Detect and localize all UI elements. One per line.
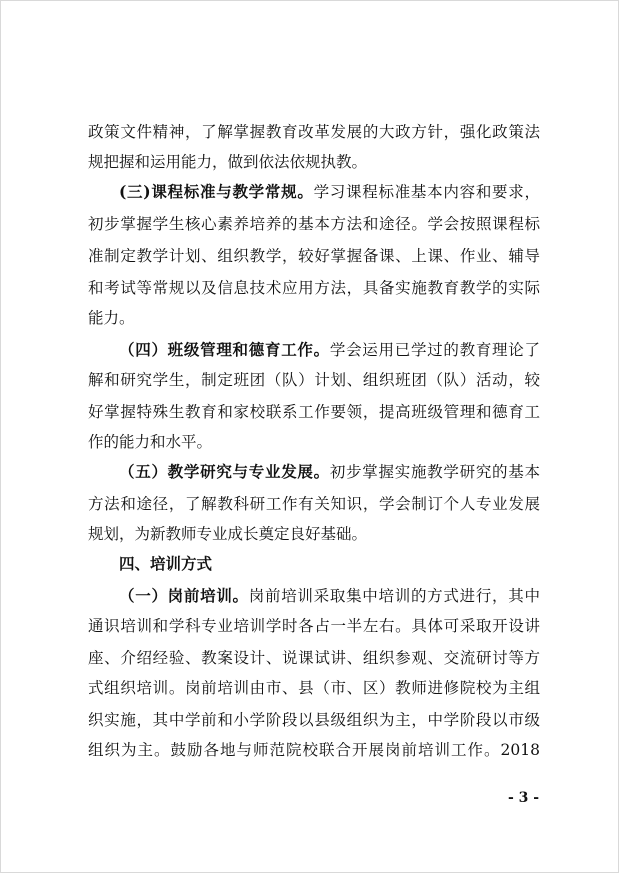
- page-number: - 3 -: [508, 790, 540, 806]
- subsection-heading: （一）岗前培训。: [119, 586, 249, 605]
- paragraph-line: 初步掌握学生核心素养培养的基本方法和途径。学会按照课程标: [88, 215, 540, 233]
- section-heading: 四、培训方式: [119, 555, 213, 573]
- paragraph-text: 学习课程标准基本内容和要求，: [313, 183, 540, 201]
- subsection-heading: （四）班级管理和德育工作。: [119, 340, 330, 359]
- paragraph-line: 好掌握特殊生教育和家校联系工作要领，提高班级管理和德育工: [88, 403, 540, 421]
- paragraph-line-with-heading: [119, 583, 540, 609]
- paragraph-line: 方法和途径，了解教科研工作有关知识，学会制订个人专业发展: [88, 495, 540, 513]
- paragraph-line: 能力。: [88, 309, 135, 327]
- subsection-heading: （五）教学研究与专业发展。: [119, 462, 330, 481]
- paragraph-line-with-heading: [119, 179, 540, 205]
- paragraph-text: 岗前培训采取集中培训的方式进行，其中: [248, 587, 540, 605]
- paragraph-line: 解和研究学生，制定班团（队）计划、组织班团（队）活动，较: [88, 371, 540, 389]
- paragraph-line: 规把握和运用能力，做到依法依规执教。: [88, 153, 368, 171]
- paragraph-line: 准制定教学计划、组织教学，较好掌握备课、上课、作业、辅导: [88, 247, 540, 265]
- paragraph-line: 座、介绍经验、教案设计、说课试讲、组织参观、交流研讨等方: [88, 649, 540, 667]
- paragraph-line-with-heading: [119, 459, 540, 485]
- paragraph-line: 规划，为新教师专业成长奠定良好基础。: [88, 525, 368, 543]
- subsection-heading: (三)课程标准与教学常规。: [119, 182, 314, 201]
- paragraph-line: 式组织培训。岗前培训由市、县（市、区）教师进修院校为主组: [88, 679, 540, 697]
- paragraph-text: 学会运用已学过的教育理论了: [329, 341, 540, 359]
- paragraph-line-with-heading: [119, 337, 540, 363]
- paragraph-text: 初步掌握实施教学研究的基本: [329, 463, 540, 481]
- paragraph-line: 和考试等常规以及信息技术应用方法，具备实施教育教学的实际: [88, 279, 540, 297]
- paragraph-line: 政策文件精神，了解掌握教育改革发展的大政方针，强化政策法: [88, 123, 540, 141]
- paragraph-line: 通识培训和学科专业培训学时各占一半左右。具体可采取开设讲: [88, 617, 540, 635]
- paragraph-line: 织实施，其中学前和小学阶段以县级组织为主，中学阶段以市级: [88, 711, 540, 729]
- paragraph-line: 组织为主。鼓励各地与师范院校联合开展岗前培训工作。2018: [88, 741, 540, 759]
- paragraph-line: 作的能力和水平。: [88, 433, 213, 451]
